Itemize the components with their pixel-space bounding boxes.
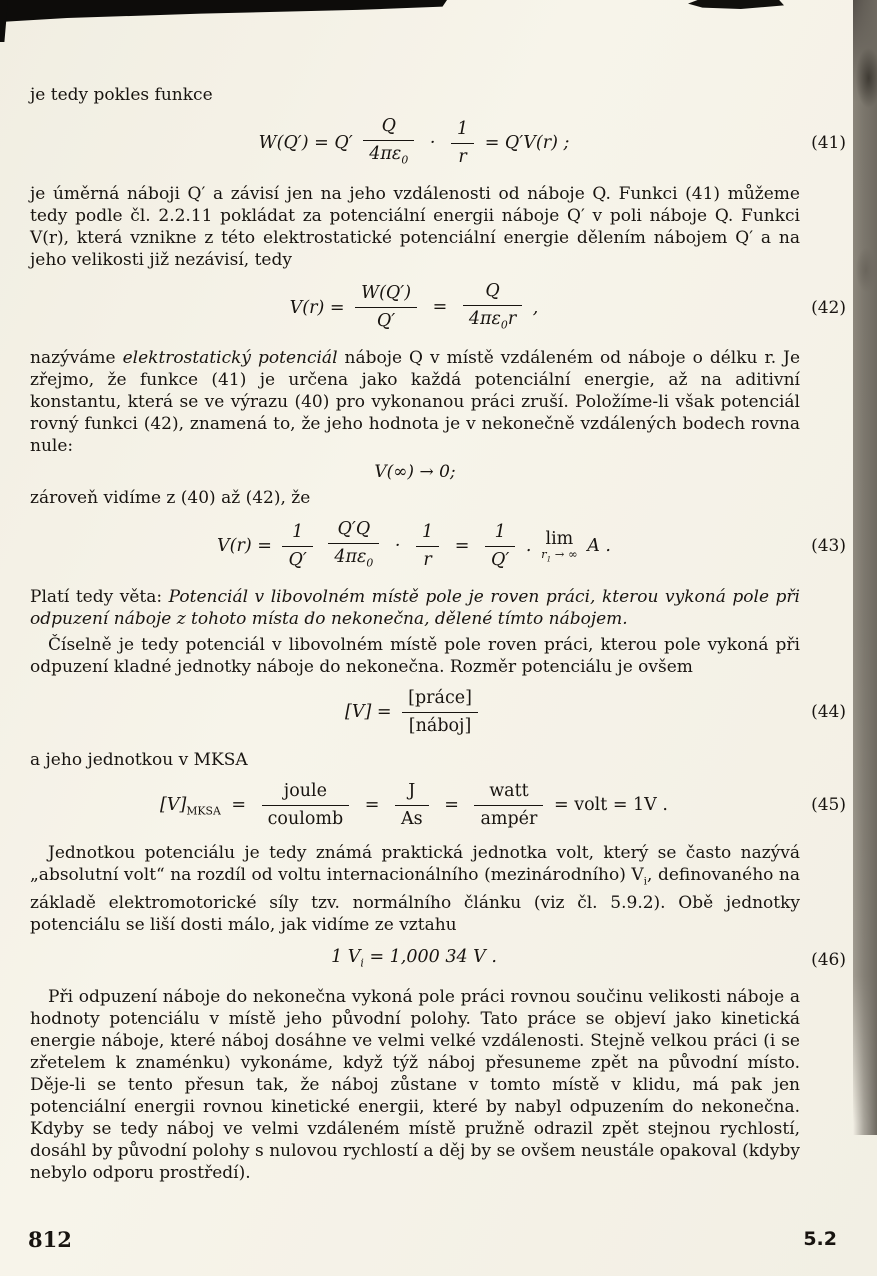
theorem-paragraph [30,586,800,630]
eq43-limit-sub-arrow: → ∞ [554,547,578,562]
eq43-fraction-4 [485,522,515,571]
equation-45 [30,781,846,830]
eq43-frac4-num: 1 [485,522,515,547]
eq43-frac2-den-text: 4πε [334,547,367,567]
eq46-lhs: 1 V [331,946,361,967]
limit-statement: V(∞) → 0; [374,462,456,482]
paragraph-5: a jeho jednotkou v MKSA [30,749,248,770]
paragraph-6-rest: , definovaného na základě elektromotorické síly tzv. normálního článku (viz čl. 5.9.2). Obě jednotky potenciálu se liší dosti málo, jak vidíme ze vztahu [30,864,801,935]
scan-edge-right-strip [853,0,877,1135]
page-content [30,84,846,1188]
eq42-lhs: V(r) = [289,297,345,318]
eq42-frac2-den-sub: 0 [500,318,508,331]
eq45-number: (45) [811,795,846,815]
eq41-frac1-den-text: 4πε [369,144,402,164]
eq43-limit [541,530,578,563]
eq44-number: (44) [811,702,846,722]
eq42-frac1-num: W(Q′) [355,283,417,308]
eq42-frac1-den: Q′ [376,311,396,332]
eq41-frac1-num: Q [363,116,414,141]
paragraph-6-volt-subscript: i [643,874,648,887]
eq45-frac3-den: ampér [480,808,538,829]
eq45-equals-0: = [231,794,247,815]
eq45-frac1-num: joule [262,781,350,806]
equation-42-body [30,281,798,336]
eq45-equals-1: = [364,794,380,815]
eq43-frac2-den [328,544,379,574]
eq45-frac2-num: J [395,781,429,806]
theorem-statement: Potenciál v libovolném místě pole je roven práci, kterou vykoná pole při odpuzení náboje z tohoto místa do nekonečna, dělené tímto nábojem. [30,586,800,629]
paragraph-2 [30,347,800,457]
eq44-fraction [402,688,478,737]
eq43-fraction-1 [282,522,312,571]
section-number: 5.2 [803,1228,837,1250]
equation-45-body [30,781,798,830]
eq41-fraction-2 [451,119,474,168]
eq41-frac1-den-sub: 0 [401,153,409,167]
eq43-limit-subscript [541,548,578,563]
equation-41-body [30,116,798,171]
equation-42 [30,281,846,336]
eq41-lhs: W(Q′) = Q′ [258,132,353,153]
eq43-frac3-den: r [423,549,432,570]
eq45-frac2-den: As [401,808,423,829]
paragraph-4: Číselně je tedy potenciál v libovolném místě pole roven práci, kterou pole vykoná při odpuzení kladné jednotky náboje do nekonečna. Rozměr potenciálu je ovšem [30,634,800,677]
paragraph-2-rest: náboje Q v místě vzdáleném od náboje o délku r. Je zřejmo, že funkce (41) je určena jako každá potenciální energie, až na aditivní konstantu, která se ve výrazu (40) pro vykonanou práci zruší. Položíme-li však potenciál rovný funkci (42), znamená to, že jeho hodnota je v nekonečně vzdálených bodech rovna nule: [30,348,801,456]
eq43-limit-sub-var: r [541,547,547,562]
eq41-rhs: = Q′V(r) ; [484,132,570,153]
eq46-lhs-subscript: i [360,956,364,970]
eq45-lhs-subscript: MKSA [186,804,221,817]
paragraph-2-emphasis: elektrostatický potenciál [122,348,338,368]
eq41-number: (41) [811,133,846,154]
eq44-frac-den: [náboj] [408,715,472,736]
eq45-fraction-1 [262,781,350,830]
paragraph-3: zároveň vidíme z (40) až (42), že [30,488,311,508]
equation-44 [30,688,846,737]
eq41-fraction-1 [363,116,414,171]
paragraph-6 [30,842,800,936]
eq43-limit-word: lim [545,528,574,549]
eq43-frac2-den-sub: 0 [366,556,374,570]
eq42-frac2-den [463,306,522,336]
scan-edge-top-left [0,0,447,22]
paragraph-6-lead: Jednotkou potenciálu je tedy známá praktická jednotka volt, který se často nazývá „absolutní volt“ na rozdíl od voltu internacionálního (mezinárodního) V [30,842,800,885]
eq45-fraction-3 [474,781,543,830]
paragraph-1: je úměrná náboji Q′ a závisí jen na jeho vzdálenosti od náboje Q. Funkci (41) můžeme tedy podle čl. 2.2.11 pokládat za potenciální energii náboje Q′ v poli náboje Q. Funkci V(r), která vznikne z této elektrostatické potenciální energie dělením nábojem Q′ a na jeho velikosti již nezávisí, tedy [30,183,800,270]
eq42-equals-operator: = [432,297,448,318]
eq45-equals-2: = [444,794,459,815]
eq44-frac-num: [práce] [402,688,478,713]
eq42-frac2-den-text2: r [507,308,517,329]
eq45-frac3-num: watt [474,781,543,806]
eq45-fraction-2 [395,781,429,830]
eq42-frac2-num: Q [463,281,522,306]
equation-43-body [30,519,798,574]
eq45-rhs: = volt = 1V . [553,794,668,815]
page-number: 812 [28,1227,72,1252]
eq43-fraction-3 [416,522,439,571]
eq41-frac1-den [363,141,414,171]
equation-44-body [30,688,798,737]
eq43-lhs: V(r) = [217,535,272,556]
eq42-rhs: , [532,297,539,318]
intro-line: je tedy pokles funkce [30,85,213,105]
eq41-frac2-den: r [458,146,467,167]
eq42-fraction-2 [463,281,522,336]
eq43-dot-operator: · [394,535,401,556]
eq46-rhs: = 1,000 34 V . [363,946,497,967]
eq43-limit-sub-index: 1 [546,554,552,564]
eq44-lhs: [V] = [345,701,392,722]
eq45-frac1-den: coulomb [267,808,344,829]
eq43-frac2-num: Q′Q [328,519,379,544]
equation-46-body [30,946,798,975]
eq45-lhs: [V] [160,794,187,815]
eq43-frac1-num: 1 [282,522,312,547]
equation-43 [30,519,846,574]
eq42-fraction-1 [355,283,417,332]
eq46-number: (46) [811,950,846,971]
eq41-frac2-num: 1 [451,119,474,144]
paragraph-7: Při odpuzení náboje do nekonečna vykoná pole práci rovnou součinu velikosti náboje a hodnoty potenciálu v místě jeho původní polohy. Tato práce se objeví jako kinetická energie náboje, které náboj dosáhne ve velmi velké vzdálenosti. Stejně velkou práci (i se zřetelem k znaménku) vykonáme, když týž náboj přesuneme zpět na původní místo. Děje-li se tento přesun tak, že náboj zůstane v tomto místě v klidu, má pak jen potenciální energii rovnou kinetické energii, které by nabyl odpuzením do nekonečna. Kdyby se tedy náboj ve velmi vzdáleném místě pružně odrazil zpět stejnou rychlostí, dosáhl by původní polohy s nulovou rychlostí a děj by se ovšem neustále opakoval (kdyby nebylo odporu prostředí). [30,987,800,1184]
eq42-frac2-den-text: 4πε [468,308,501,329]
eq42-number: (42) [811,297,846,318]
eq43-number: (43) [811,536,846,557]
scan-edge-top-right [688,0,784,9]
eq43-frac4-den: Q′ [491,549,510,570]
eq41-dot-operator: · [429,132,436,153]
eq43-equals-operator: = [454,535,470,556]
eq43-rhs: A . [587,535,611,556]
eq43-frac3-num: 1 [416,522,439,547]
eq43-multiplication-dot: . [525,535,532,556]
eq43-frac1-den: Q′ [288,549,307,570]
equation-41 [30,116,846,171]
equation-46 [30,946,846,975]
theorem-lead: Platí tedy věta: [30,586,169,607]
paragraph-2-lead: nazýváme [30,348,123,368]
eq43-fraction-2 [328,519,379,574]
